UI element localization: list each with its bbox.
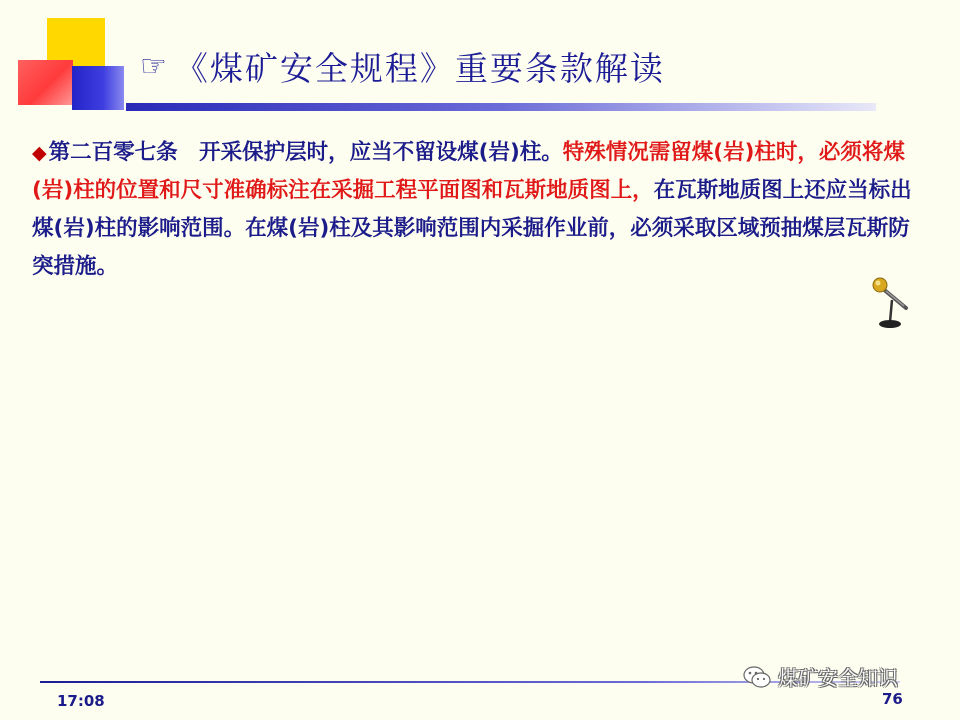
wechat-icon <box>742 665 772 689</box>
microphone-icon <box>868 274 916 330</box>
decor-red-square <box>18 60 73 105</box>
clause-highlight: 特殊情况需留煤(岩)柱时，必须将煤(岩)柱的位置和尺寸准确标注在采掘工程平面图和瓦斯地质图上， <box>32 140 905 203</box>
slide-title <box>140 40 870 92</box>
watermark-text: 煤矿安全知识 <box>778 666 898 690</box>
title-underline <box>126 103 876 111</box>
clause-paragraph <box>32 134 922 286</box>
clause-rest: 在瓦斯地质图上还应当标出煤(岩)柱的影响范围。在煤(岩)柱及其影响范围内采掘作业前，必须采取区域预抽煤层瓦斯防突措施。 <box>32 178 912 279</box>
bullet-diamond-icon: ◆ <box>32 142 47 164</box>
watermark <box>742 662 898 691</box>
footer-time: 17:08 <box>57 692 105 710</box>
clause-intro: 第二百零七条 开采保护层时，应当不留设煤(岩)柱。 <box>48 140 563 165</box>
pointing-hand-icon: ☞ <box>140 48 169 84</box>
decor-blue-square <box>72 66 124 110</box>
page-number: 76 <box>882 690 903 708</box>
slide-title-text: 《煤矿安全规程》重要条款解读 <box>174 48 665 88</box>
